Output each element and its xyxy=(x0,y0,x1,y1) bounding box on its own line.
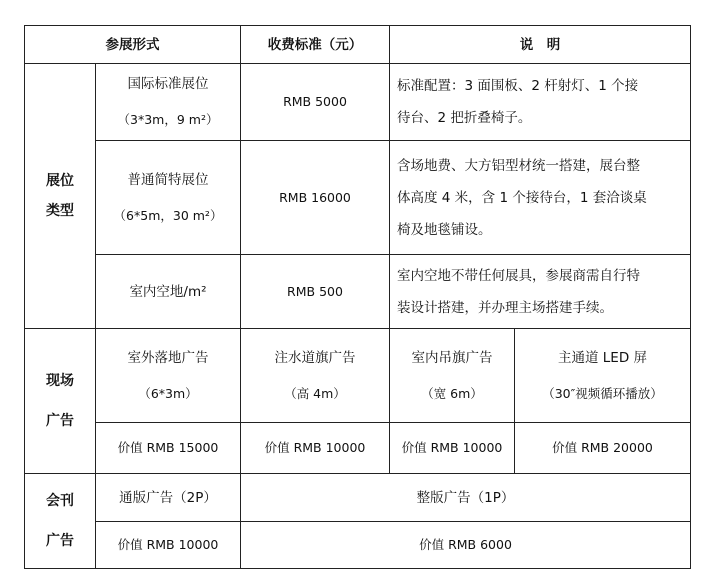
booth-fee: RMB 16000 xyxy=(279,189,351,205)
journal-ad-price-value: 价值 RMB 6000 xyxy=(419,537,512,552)
booth-fee-special xyxy=(241,141,389,254)
booth-form-line1: 室内空地/m² xyxy=(129,283,207,300)
booth-note-line: 待台、2 把折叠椅子。 xyxy=(397,110,532,126)
header-fee-label: 收费标准（元） xyxy=(267,36,363,53)
booth-note-special xyxy=(390,141,690,254)
journal-ad-name: 通版广告（2P） xyxy=(119,489,217,506)
journal-ad-price-value: 价值 RMB 10000 xyxy=(117,537,219,552)
table-bottom-border xyxy=(24,568,691,569)
onsite-ad-price-value: 价值 RMB 10000 xyxy=(401,440,503,455)
onsite-ad-name: 主通道 LED 屏 xyxy=(557,349,648,366)
booth-fee: RMB 5000 xyxy=(283,94,347,109)
header-note-label: 说 明 xyxy=(519,36,561,53)
header-form xyxy=(25,26,240,63)
booth-form-line1: 国际标准展位 xyxy=(127,76,209,92)
onsite-ad-price-value: 价值 RMB 20000 xyxy=(552,440,653,455)
journal-ads-group-label xyxy=(25,474,95,568)
header-fee xyxy=(241,26,389,63)
onsite-ad-price xyxy=(515,423,690,473)
onsite-ad-price xyxy=(241,423,389,473)
booth-note-line: 含场地费、大方铝型材统一搭建，展台整 xyxy=(397,157,640,174)
booth-form-line2: （3*3m，9 m²） xyxy=(117,112,219,127)
onsite-ad-led-screen xyxy=(515,329,690,422)
booth-fee: RMB 500 xyxy=(287,283,343,299)
onsite-ads-label-line1: 现场 xyxy=(46,373,74,389)
booth-form-line1: 普通简特展位 xyxy=(127,171,209,188)
booth-fee-raw-space xyxy=(241,255,389,328)
journal-ad-price xyxy=(96,522,240,568)
journal-ads-label-line2: 广告 xyxy=(46,533,74,549)
onsite-ad-spec: （6*3m） xyxy=(138,385,198,401)
onsite-ad-water-flag xyxy=(241,329,389,422)
journal-ad-full-page xyxy=(241,474,690,521)
onsite-ad-price xyxy=(96,423,240,473)
onsite-ad-name: 注水道旗广告 xyxy=(274,349,356,366)
booth-group-label-line2: 类型 xyxy=(46,203,74,219)
booth-fee-standard xyxy=(241,64,389,140)
onsite-ad-name: 室内吊旗广告 xyxy=(411,349,493,366)
booth-note-raw-space xyxy=(390,255,690,328)
booth-form-line2: （6*5m，30 m²） xyxy=(113,207,223,223)
journal-ad-spread xyxy=(96,474,240,521)
onsite-ad-price-value: 价值 RMB 15000 xyxy=(117,440,219,455)
onsite-ad-price-value: 价值 RMB 10000 xyxy=(264,440,366,455)
onsite-ad-name: 室外落地广告 xyxy=(127,349,209,366)
booth-note-line: 装设计搭建，并办理主场搭建手续。 xyxy=(397,299,613,316)
booth-group-label-line1: 展位 xyxy=(46,173,74,189)
booth-group-label xyxy=(25,64,95,328)
onsite-ad-spec: （宽 6m） xyxy=(421,385,483,401)
journal-ads-label-line1: 会刊 xyxy=(46,493,74,509)
booth-form-special xyxy=(96,141,240,254)
booth-note-line: 椅及地毯铺设。 xyxy=(397,221,492,238)
table-right-border xyxy=(690,25,691,569)
booth-note-line: 室内空地不带任何展具，参展商需自行特 xyxy=(397,267,640,284)
journal-ad-price xyxy=(241,522,690,568)
onsite-ad-spec: （高 4m） xyxy=(284,385,346,401)
booth-note-line: 体高度 4 米，含 1 个接待台，1 套洽谈桌 xyxy=(397,189,647,206)
onsite-ads-label-line2: 广告 xyxy=(46,413,74,429)
booth-note-standard xyxy=(390,64,690,140)
onsite-ad-spec: （30″视频循环播放） xyxy=(542,385,663,401)
onsite-ads-group-label xyxy=(25,329,95,473)
onsite-ad-price xyxy=(390,423,514,473)
header-form-label: 参展形式 xyxy=(105,36,160,53)
header-note xyxy=(390,26,690,63)
booth-form-raw-space xyxy=(96,255,240,328)
booth-form-standard xyxy=(96,64,240,140)
onsite-ad-outdoor xyxy=(96,329,240,422)
onsite-ad-hanging-flag xyxy=(390,329,514,422)
booth-note-line: 标准配置：3 面围板、2 杆射灯、1 个接 xyxy=(397,78,639,94)
journal-ad-name: 整版广告（1P） xyxy=(416,489,515,506)
